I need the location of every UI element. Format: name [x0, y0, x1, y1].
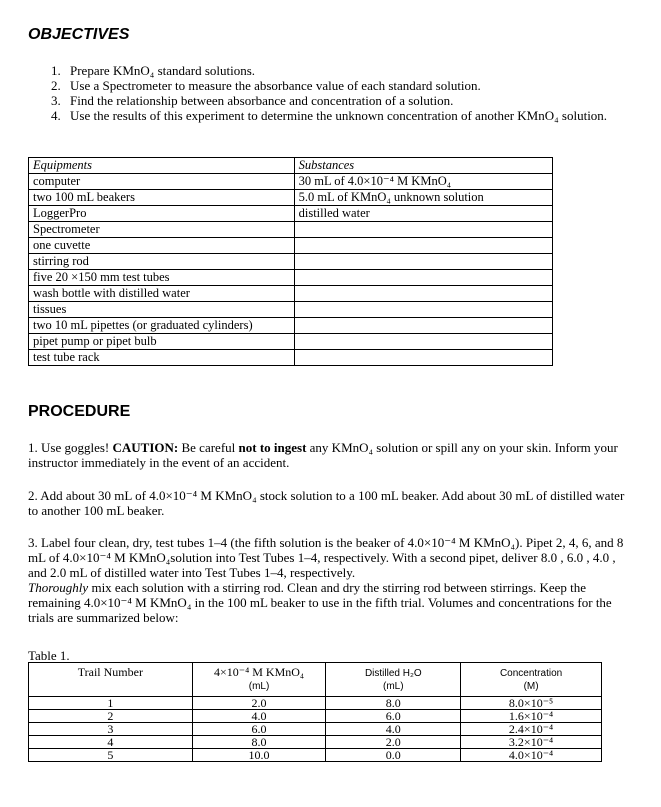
procedure-step-2: 2. Add about 30 mL of 4.0×10⁻⁴ M KMnO₄ stock solution to a 100 mL beaker. Add about 30 mL of distilled water to another 100 mL beaker.: [28, 488, 625, 518]
equipment-item: pipet pump or pipet bulb: [29, 334, 295, 350]
equipment-item: one cuvette: [29, 238, 295, 254]
procedure-step-1: 1. Use goggles! CAUTION: Be careful not to ingest any KMnO₄ solution or spill any on your skin. Inform your instructor immediately in the event of an accident.: [28, 440, 618, 470]
col-header-concentration: Concentration (M): [461, 663, 602, 697]
col-header-trial: Trail Number: [29, 663, 193, 697]
substance-item: 5.0 mL of KMnO₄ unknown solution: [294, 190, 552, 206]
table-1: [28, 662, 602, 762]
equipment-item: wash bottle with distilled water: [29, 286, 295, 302]
substances-header: Substances: [294, 158, 552, 174]
objectives-heading: OBJECTIVES: [28, 26, 130, 43]
objective-item: 3. Find the relationship between absorbance and concentration of a solution.: [51, 93, 454, 108]
equipment-item: computer: [29, 174, 295, 190]
table-row: 2 4.0 6.0 1.6×10⁻⁴: [29, 710, 602, 723]
equipment-item: five 20 ×150 mm test tubes: [29, 270, 295, 286]
equipment-item: two 100 mL beakers: [29, 190, 295, 206]
objectives-list: [51, 63, 616, 123]
objective-item: 4. Use the results of this experiment to determine the unknown concentration of another KMnO₄ solution.: [51, 108, 608, 123]
caution-label: CAUTION:: [112, 440, 179, 455]
table-row: 5 10.0 0.0 4.0×10⁻⁴: [29, 749, 602, 762]
col-header-kmno4: 4×10⁻⁴ M KMnO₄ (mL): [192, 663, 326, 697]
table-row: 3 6.0 4.0 2.4×10⁻⁴: [29, 723, 602, 736]
equipment-header: Equipments: [29, 158, 295, 174]
equipment-item: two 10 mL pipettes (or graduated cylinders): [29, 318, 295, 334]
objective-item: 2. Use a Spectrometer to measure the absorbance value of each standard solution.: [51, 78, 481, 93]
substance-item: distilled water: [294, 206, 552, 222]
procedure-heading: PROCEDURE: [28, 403, 131, 420]
equipment-item: Spectrometer: [29, 222, 295, 238]
equipment-item: tissues: [29, 302, 295, 318]
procedure-step-3: 3. Label four clean, dry, test tubes 1–4 (the fifth solution is the beaker of 4.0×10⁻⁴ M KMnO₄). Pipet 2, 4, 6, and 8 mL of 4.0×10⁻⁴ M KMnO₄solution into Test Tubes 1–4, respectively. With a second pipet, deliver 8.0 , 6.0 , 4.0 , and 2.0 mL of distilled water into Test Tubes 1–4, respectively. Thoroughly mix each solution with a stirring rod. Clean and dry the stirring rod between stirrings. Keep the remaining 4.0×10⁻⁴ M KMnO₄ in the 100 mL beaker to use in the fifth trial. Volumes and concentrations for the trials are summarized below:: [28, 535, 624, 625]
equipment-item: test tube rack: [29, 350, 295, 366]
equipment-table: [28, 157, 553, 366]
table-row: 4 8.0 2.0 3.2×10⁻⁴: [29, 736, 602, 749]
equipment-item: stirring rod: [29, 254, 295, 270]
substance-item: 30 mL of 4.0×10⁻⁴ M KMnO₄: [294, 174, 552, 190]
table-row: 1 2.0 8.0 8.0×10⁻⁵: [29, 697, 602, 710]
objective-item: 1. Prepare KMnO₄ standard solutions.: [51, 63, 256, 78]
col-header-water: Distilled H₂O (mL): [326, 663, 461, 697]
table-caption: Table 1.: [28, 648, 70, 663]
equipment-item: LoggerPro: [29, 206, 295, 222]
